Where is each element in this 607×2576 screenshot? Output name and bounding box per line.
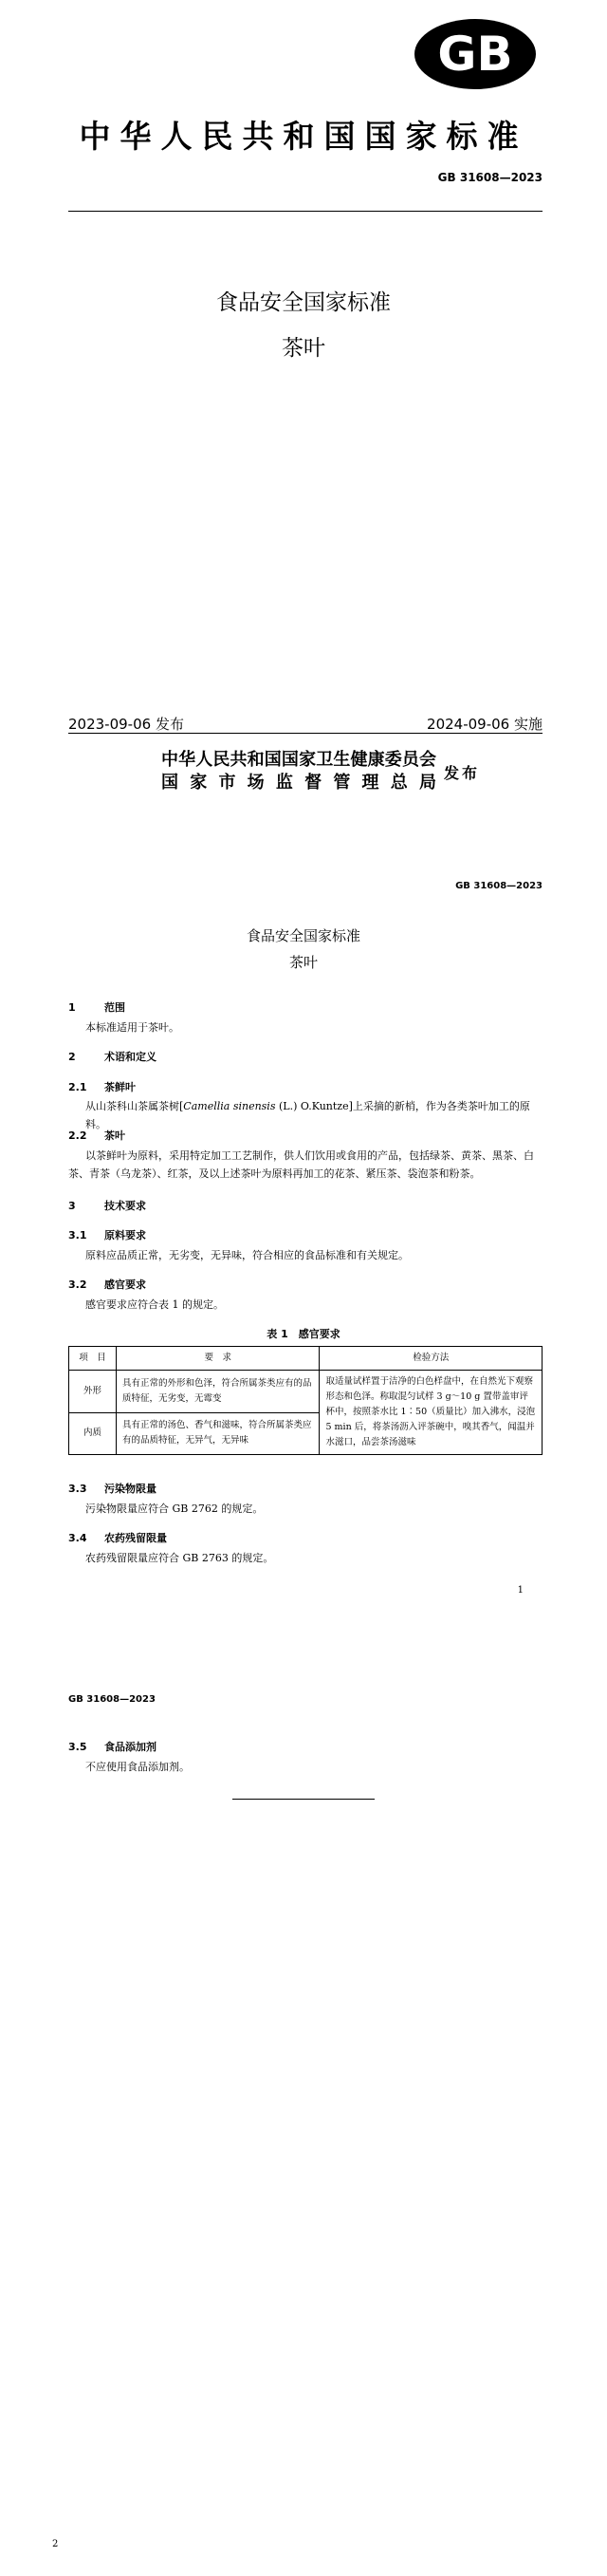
content-page-2 [0,1633,607,2576]
section-text: 污染物限量应符合 GB 2762 的规定。 [85,1503,264,1515]
subsection-heading: 3.2 感官要求 [68,1279,146,1291]
issuer-line: 国家市场监督管理总局 [161,773,436,793]
page-number: 1 [517,1585,524,1596]
body-title: 食品安全国家标准 [246,927,360,944]
table-header: 项 目 [69,1347,117,1371]
issuer-line: 中华人民共和国国家卫生健康委员会 [161,750,436,770]
subsection-heading: 2.1 茶鲜叶 [68,1081,136,1093]
issue-word: 发布 [444,764,481,782]
cover-title: 食品安全国家标准 [216,290,391,315]
divider [68,211,543,212]
divider [68,733,543,734]
table-cell: 具有正常的外形和色泽，符合所属茶类应有的品质特征，无劣变，无霉变 [116,1371,320,1413]
section-heading: 1 范围 [68,1001,125,1014]
section-text: 感官要求应符合表 1 的规定。 [85,1298,224,1311]
section-heading: 3 技术要求 [68,1200,146,1212]
section-text: 原料应品质正常，无劣变，无异味，符合相应的食品标准和有关规定。 [85,1249,409,1261]
issue-date: 2023-09-06 发布 [68,716,184,733]
issuer-block [161,746,436,792]
section-text: 以茶鲜叶为原料，采用特定加工工艺制作，供人们饮用或食用的产品，包括绿茶、黄茶、黑茶、白茶、青茶（乌龙茶）、红茶，及以上述茶叶为原料再加工的花茶、紧压茶、袋泡茶和粉茶。 [68,1149,534,1180]
cover-subtitle: 茶叶 [282,336,325,361]
header-number: GB 31608—2023 [68,1694,156,1705]
table-caption: 表 1 感官要求 [267,1328,340,1340]
section-text: 从山茶科山茶属茶树[Camellia sinensis (L.) O.Kuntze]上采摘的新梢，作为各类茶叶加工的原料。 [85,1100,530,1130]
subsection-heading: 3.5 食品添加剂 [68,1741,156,1753]
org-title: 中华人民共和国国家标准 [79,118,528,155]
subsection-heading: 3.3 污染物限量 [68,1483,156,1495]
end-rule [232,1799,375,1800]
table-header: 要 求 [116,1347,320,1371]
table-header-row [69,1347,543,1371]
section-text: 农药残留限量应符合 GB 2763 的规定。 [85,1552,274,1564]
table-cell: 外形 [69,1371,117,1413]
cover-page [0,0,607,689]
page-number: 2 [52,2539,59,2549]
section-text: 本标准适用于茶叶。 [85,1021,179,1034]
implement-date: 2024-09-06 实施 [427,716,543,733]
section-text: 不应使用食品添加剂。 [85,1761,190,1773]
subsection-heading: 3.4 农药残留限量 [68,1532,167,1544]
table-header: 检验方法 [320,1347,543,1371]
standard-number: GB 31608—2023 [437,171,543,184]
body-subtitle: 茶叶 [288,954,318,971]
subsection-heading: 2.2 茶叶 [68,1129,125,1142]
table-cell: 取适量试样置于洁净的白色样盘中，在自然光下观察形态和色泽。称取混匀试样 3 g～10 g 置带盖审评杯中，按照茶水比 1∶50（质量比）加入沸水，浸泡 5 min 后，将茶汤沥入评茶碗中，嗅其香气，闻温并水滋口，品尝茶汤滋味 [320,1371,543,1455]
section-heading: 2 术语和定义 [68,1051,156,1063]
sensory-table [68,1346,543,1455]
table-row [69,1371,543,1413]
table-cell: 内质 [69,1412,117,1455]
logo-text: GB [437,27,513,82]
header-number: GB 31608—2023 [455,881,543,891]
dates-row [68,714,543,734]
table-cell: 具有正常的汤色、香气和滋味，符合所属茶类应有的品质特征，无异气，无异味 [116,1412,320,1455]
subsection-heading: 3.1 原料要求 [68,1229,146,1241]
gb-logo-icon [413,17,538,91]
